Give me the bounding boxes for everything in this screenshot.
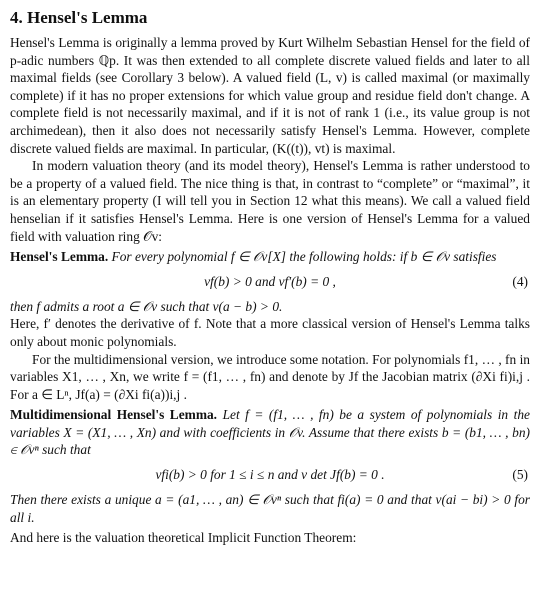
- equation-5-number: (5): [512, 467, 528, 483]
- equation-4-number: (4): [512, 273, 528, 289]
- theorem-hensel-conclusion: then f admits a root a ∈ 𝒪v such that v(a − b) > 0.: [10, 298, 283, 314]
- theorem-hensel-statement: For every polynomial f ∈ 𝒪v[X] the following holds: if b ∈ 𝒪v satisfies: [111, 249, 497, 265]
- theorem-multidim-conclusion: Then there exists a unique a = (a1, … , an) ∈ 𝒪vⁿ such that fi(a) = 0 and that v(ai − bi) > 0 for all i.: [10, 492, 530, 525]
- section-title: Hensel's Lemma: [27, 8, 148, 27]
- equation-5: [10, 460, 530, 490]
- equation-5-body: vfi(b) > 0 for 1 ≤ i ≤ n and v det Jf(b) = 0 .: [155, 467, 385, 483]
- theorem-multidim-hensel: [10, 406, 530, 459]
- section-number: 4.: [10, 8, 23, 27]
- section-heading: [10, 6, 530, 30]
- equation-4: [10, 267, 530, 297]
- paragraph-intro: Hensel's Lemma is originally a lemma proved by Kurt Wilhelm Sebastian Hensel for the field of p-adic numbers ℚp. It was then extended to all complete discrete valued fields and later to all maximal fields (see Corollary 3 below). A valued field (L, v) is called maximal (or maximally complete) if it has no proper extensions for which value group and residue field don't change. A complete field is not necessarily maximal, and if it is not of rank 1 (i.e., its value group is not archimedean), then it also does not necessarily satisfy Hensel's Lemma. However, complete discrete valued fields are maximal. In particular, (K((t)), vt) is maximal.: [10, 35, 530, 156]
- theorem-multidim-statement: Let f = (f1, … , fn) be a system of polynomials in the variables X = (X1, … , Xn) and with coefficients in 𝒪v. Assume that there exists b = (b1, … , bn) ∈ 𝒪vⁿ such that: [10, 407, 530, 458]
- paragraph-ift-intro: And here is the valuation theoretical Implicit Function Theorem:: [10, 530, 357, 546]
- equation-4-body: vf(b) > 0 and vf′(b) = 0 ,: [204, 273, 336, 289]
- paragraph-modern-theory: In modern valuation theory (and its model theory), Hensel's Lemma is rather understood to be a property of a valued field. The nice thing is that, in contrast to “complete” or “maximal”, it is an elementary property (I will tell you in Section 12 what this means). We call a valued field henselian if it satisfies Hensel's Lemma. Here is one version of Hensel's Lemma for a valued field with valuation ring 𝒪v:: [10, 158, 530, 244]
- theorem-multidim-name: Multidimensional Hensel's Lemma.: [10, 407, 218, 423]
- theorem-hensel: [10, 248, 530, 266]
- paragraph-derivative-note: Here, f′ denotes the derivative of f. Note that a more classical version of Hensel's Lemma talks only about monic polynomials.: [10, 316, 530, 349]
- paragraph-notation: For the multidimensional version, we introduce some notation. For polynomials f1, … , fn in variables X1, … , Xn, we write f = (f1, … , fn) and denote by Jf the Jacobian matrix (∂Xi fi)i,j . For a ∈ Lⁿ, Jf(a) = (∂Xi fi(a))i,j .: [10, 351, 530, 402]
- theorem-hensel-name: Hensel's Lemma.: [10, 249, 109, 265]
